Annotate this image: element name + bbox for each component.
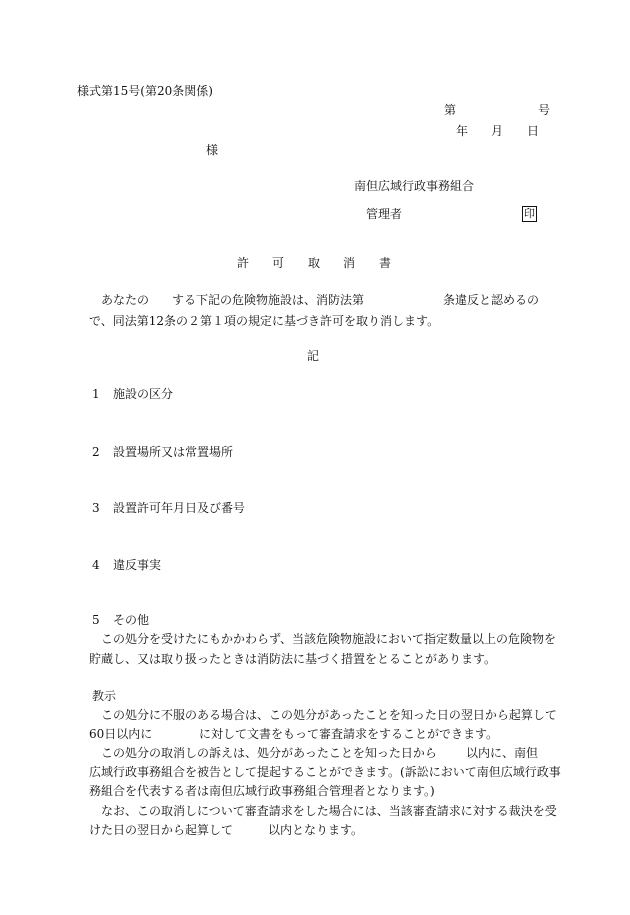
item-1-label: 施設の区分 bbox=[113, 387, 174, 401]
notice-p1-line2-a: 60日以内に bbox=[89, 727, 153, 741]
notice-p3-line2-a: けた日の翌日から起算して bbox=[89, 823, 234, 837]
item-4-num: 4 bbox=[92, 558, 100, 572]
notice-p3-line2-b: 以内となります。 bbox=[268, 823, 364, 837]
date-year: 年 bbox=[456, 124, 469, 138]
body-line2: で、同法第12条の２第１項の規定に基づき許可を取り消します。 bbox=[89, 314, 440, 328]
notice-p2-line1-a: この処分の取消しの訴えは、処分があったことを知った日から bbox=[101, 746, 437, 760]
issuer-title: 管理者 bbox=[366, 207, 403, 221]
notice-p3-line1: なお、この取消しについて審査請求をした場合には、当該審査請求に対する裁決を受 bbox=[101, 804, 557, 818]
body-line1-a: あなたの bbox=[101, 293, 150, 307]
notice-p2-line2: 広域行政事務組合を被告として提起することができます。(訴訟において南但広域行政事 bbox=[89, 765, 561, 779]
item-5-num: 5 bbox=[92, 613, 100, 627]
number-suffix: 号 bbox=[538, 103, 551, 117]
date-day: 日 bbox=[527, 124, 540, 138]
issuer-org: 南但広域行政事務組合 bbox=[354, 179, 475, 193]
seal-mark: 印 bbox=[524, 207, 535, 220]
body-line1-c: 条違反と認めるの bbox=[443, 293, 540, 307]
title-char-3: 取 bbox=[308, 256, 321, 270]
other-text-line2: 貯蔵し、又は取り扱ったときは消防法に基づく措置をとることがあります。 bbox=[89, 652, 497, 666]
item-2-num: 2 bbox=[92, 445, 100, 459]
item-1-num: 1 bbox=[92, 387, 100, 401]
body-line1-b: する下記の危険物施設は、消防法第 bbox=[172, 293, 365, 307]
notice-p1-line2-b: に対して文書をもって審査請求をすることができます。 bbox=[199, 727, 499, 741]
notice-p2-line3: 務組合を代表する者は南但広域行政事務組合管理者となります。) bbox=[89, 784, 435, 798]
notice-p1-line1: この処分に不服のある場合は、この処分があったことを知った日の翌日から起算して bbox=[101, 708, 557, 722]
form-label: 様式第15号(第20条関係) bbox=[77, 84, 213, 98]
date-month: 月 bbox=[491, 124, 504, 138]
title-char-4: 消 bbox=[343, 256, 356, 270]
other-text-line1: この処分を受けたにもかかわらず、当該危険物施設において指定数量以上の危険物を bbox=[101, 632, 557, 646]
title-char-5: 書 bbox=[379, 256, 392, 270]
ki-mark: 記 bbox=[307, 349, 320, 363]
item-3-label: 設置許可年月日及び番号 bbox=[113, 501, 246, 515]
item-3-num: 3 bbox=[92, 501, 100, 515]
title-char-2: 可 bbox=[272, 256, 285, 270]
number-prefix: 第 bbox=[444, 103, 457, 117]
title-char-1: 許 bbox=[237, 256, 250, 270]
item-5-label: その他 bbox=[113, 613, 150, 627]
item-4-label: 違反事実 bbox=[113, 558, 162, 572]
addressee-suffix: 様 bbox=[206, 143, 219, 157]
notice-p2-line1-b: 以内に、南但 bbox=[466, 746, 539, 760]
item-2-label: 設置場所又は常置場所 bbox=[113, 445, 234, 459]
notice-heading: 教示 bbox=[92, 689, 117, 703]
